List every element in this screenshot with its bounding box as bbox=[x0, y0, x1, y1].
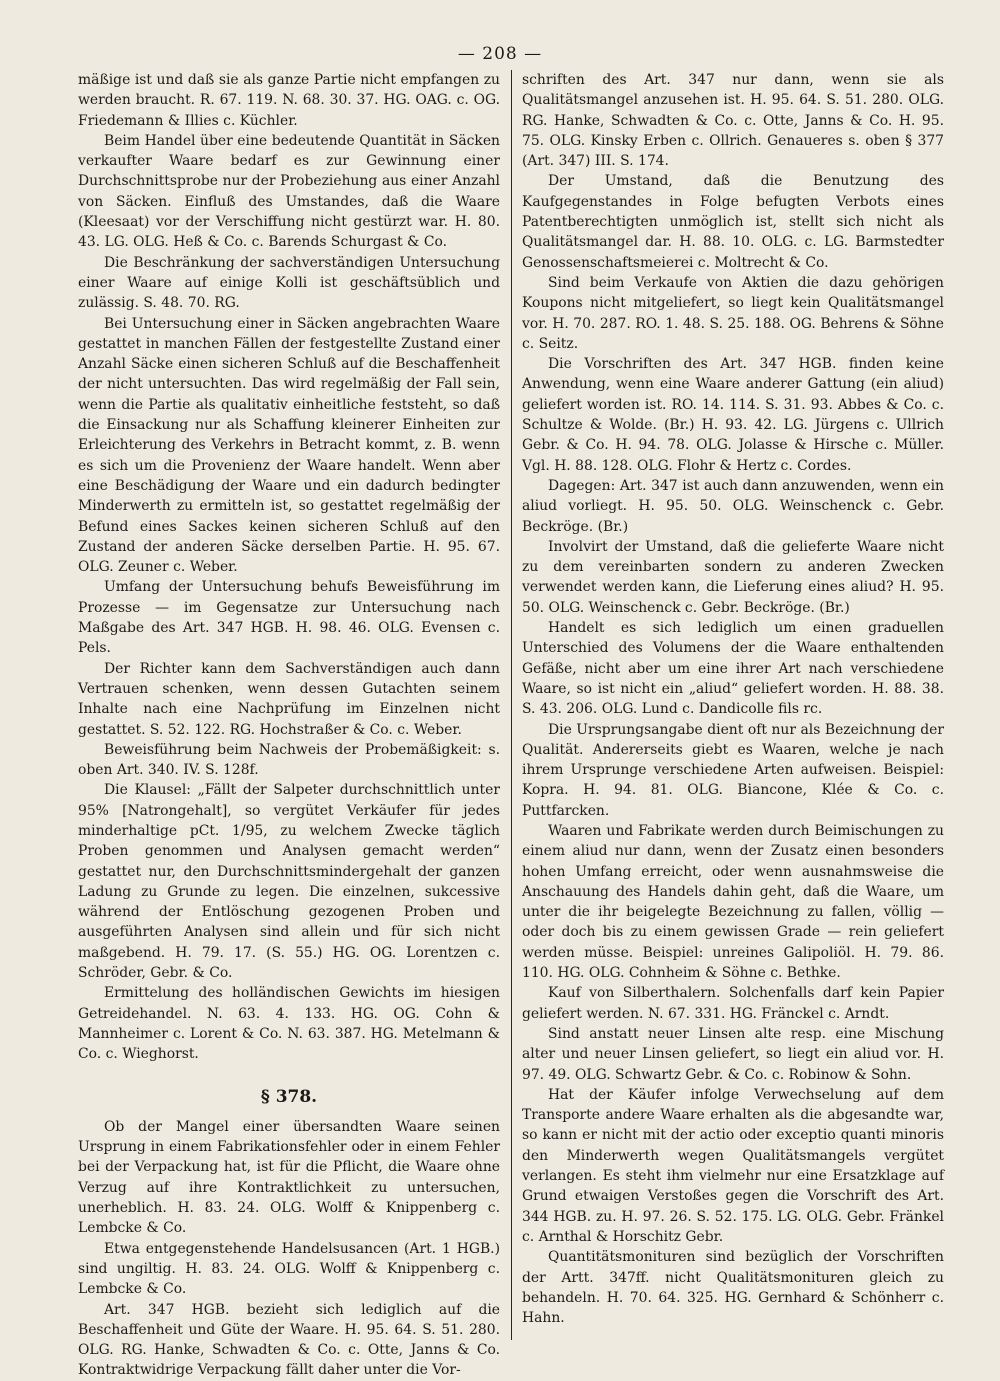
paragraph: Kauf von Silberthalern. Solchenfalls darf kein Papier geliefert werden. N. 67. 331. HG. Fränckel c. Arndt. bbox=[522, 985, 944, 1022]
paragraph: Beim Handel über eine bedeutende Quantität in Säcken verkaufter Waare bedarf es zur Gewinnung einer Durchschnittsprobe nur der Probeziehung aus einer Anzahl von Säcken. Einfluß des Umstandes, daß die Waare (Kleesaat) vor der Verschiffung nicht gestürzt war. H. 80. 43. LG. OLG. Heß & Co. c. Barends Schurgast & Co. bbox=[78, 132, 500, 251]
paragraph: Ob der Mangel einer übersandten Waare seinen Ursprung in einem Fabrikationsfehler oder in einem Fehler bei der Verpackung hat, ist für die Pflicht, die Waare ohne Verzug auf ihre Kontraktlichkeit zu untersuchen, unerheblich. H. 83. 24. OLG. Wolff & Knippenberg c. Lembcke & Co. bbox=[78, 1118, 500, 1237]
paragraph: Hat der Käufer infolge Verwechselung auf dem Transporte andere Waare erhalten als die abgesandte war, so kann er nicht mit der actio oder exceptio quanti minoris den Minderwerth wegen Qualitätsmangels vergütet verlangen. Es steht ihm vielmehr nur eine Ersatzklage auf Grund etwaigen Verstoßes gegen die Vorschrift des Art. 344 HGB. zu. H. 97. 26. S. 52. 175. LG. OLG. Gebr. Fränkel c. Arnthal & Horschitz Gebr. bbox=[522, 1086, 944, 1245]
section-heading: § 378. bbox=[260, 1086, 318, 1107]
paragraph: schriften des Art. 347 nur dann, wenn sie als Qualitätsmangel anzusehen ist. H. 95. 64. S. 51. 280. OLG. RG. Hanke, Schwadten & Co. c. Otte, Janns & Co. H. 95. 75. OLG. Kinsky Erben c. Ollrich. Genaueres s. oben § 377 (Art. 347) III. S. 174. bbox=[522, 72, 944, 170]
left-column bbox=[78, 70, 500, 1379]
paragraph: Etwa entgegenstehende Handelsusancen (Art. 1 HGB.) sind ungiltig. H. 83. 24. OLG. Wolff & Knippenberg c. Lembcke & Co. bbox=[78, 1240, 500, 1298]
paragraph: Waaren und Fabrikate werden durch Beimischungen zu einem aliud nur dann, wenn der Zusatz einen besonders hohen Umfang erreicht, oder wenn ausnahmsweise die Anschauung des Handels dahin geht, daß die Waare, um unter die ihr beigelegte Bezeichnung zu fallen, völlig — oder doch bis zu einem gewissen Grade — rein geliefert werden müsse. Beispiel: unreines Galipoliöl. H. 79. 86. 110. HG. OLG. Cohnheim & Söhne c. Bethke. bbox=[522, 822, 944, 982]
page-number: — 208 — bbox=[457, 44, 543, 64]
paragraph: Sind beim Verkaufe von Aktien die dazu gehörigen Koupons nicht mitgeliefert, so liegt kein Qualitätsmangel vor. H. 70. 287. RO. 1. 48. S. 25. 188. OG. Behrens & Söhne c. Seitz. bbox=[522, 274, 944, 352]
paragraph: Quantitätsmonituren sind bezüglich der Vorschriften der Artt. 347ff. nicht Qualitätsmonituren gleich zu behandeln. H. 70. 64. 325. HG. Gernhard & Schönherr c. Hahn. bbox=[522, 1249, 944, 1327]
paragraph: Beweisführung beim Nachweis der Probemäßigkeit: s. oben Art. 340. IV. S. 128f. bbox=[78, 741, 500, 779]
right-column bbox=[522, 70, 944, 1350]
paragraph: Umfang der Untersuchung behufs Beweisführung im Prozesse — im Gegensatze zur Untersuchung nach Maßgabe des Art. 347 HGB. H. 98. 46. OLG. Evensen c. Pels. bbox=[78, 579, 500, 657]
paragraph: Die Beschränkung der sachverständigen Untersuchung einer Waare auf einige Kolli ist geschäftsüblich und zulässig. S. 48. 70. RG. bbox=[78, 254, 500, 312]
paragraph: Dagegen: Art. 347 ist auch dann anzuwenden, wenn ein aliud vorliegt. H. 95. 50. OLG. Weinschenck c. Gebr. Beckröge. (Br.) bbox=[522, 477, 944, 535]
paragraph: Art. 347 HGB. bezieht sich lediglich auf die Beschaffenheit und Güte der Waare. H. 95. 64. S. 51. 280. OLG. RG. Hanke, Schwadten & Co. c. Otte, Janns & Co. Kontraktwidrige Verpackung fällt daher unter die Vor- bbox=[78, 1301, 500, 1379]
paragraph: Die Ursprungsangabe dient oft nur als Bezeichnung der Qualität. Andererseits giebt es Waaren, welche je nach ihrem Ursprunge verschiedene Arten aufweisen. Beispiel: Kopra. H. 94. 81. OLG. Biancone, Klée & Co. c. Puttfarcken. bbox=[522, 721, 944, 819]
paragraph: Involvirt der Umstand, daß die gelieferte Waare nicht zu dem vereinbarten sondern zu anderen Zwecken verwendet werden kann, die Lieferung eines aliud? H. 95. 50. OLG. Weinschenck c. Gebr. Beckröge. (Br.) bbox=[522, 538, 944, 616]
paragraph: Der Umstand, daß die Benutzung des Kaufgegenstandes in Folge befugten Verbots eines Patentberechtigten unmöglich ist, stellt sich nicht als Qualitätsmangel dar. H. 88. 10. OLG. c. LG. Barmstedter Genossenschaftsmeierei c. Moltrecht & Co. bbox=[522, 173, 944, 271]
paragraph: Die Klausel: „Fällt der Salpeter durchschnittlich unter 95% [Natrongehalt], so vergütet Verkäufer für jedes minderhaltige pCt. 1/95, zu welchem Zwecke täglich Proben genommen und Analysen gemacht werden“ gestattet nur, den Durchschnittsmindergehalt der ganzen Ladung zu Grunde zu legen. Die einzelnen, sukcessive während der Entlöschung gezogenen Proben und ausgeführten Analysen sind allein und für sich nicht maßgebend. H. 79. 17. (S. 55.) HG. OG. Lorentzen c. Schröder, Gebr. & Co. bbox=[78, 782, 500, 982]
paragraph: Ermittelung des holländischen Gewichts im hiesigen Getreidehandel. N. 63. 4. 133. HG. OG. Cohn & Mannheimer c. Lorent & Co. N. 63. 387. HG. Metelmann & Co. c. Wieghorst. bbox=[78, 985, 500, 1063]
paragraph: Sind anstatt neuer Linsen alte resp. eine Mischung alter und neuer Linsen geliefert, so liegt ein aliud vor. H. 97. 49. OLG. Schwartz Gebr. & Co. c. Robinow & Sohn. bbox=[522, 1025, 944, 1083]
paragraph: Der Richter kann dem Sachverständigen auch dann Vertrauen schenken, wenn dessen Gutachten seinem Inhalte nach eine Nachprüfung im Einzelnen nicht gestattet. S. 52. 122. RG. Hochstraßer & Co. c. Weber. bbox=[78, 660, 500, 738]
paragraph: Handelt es sich lediglich um einen graduellen Unterschied des Volumens der die Waare enthaltenden Gefäße, nicht aber um eine ihrer Art nach verschiedene Waare, so ist nicht ein „aliud“ geliefert worden. H. 88. 38. S. 43. 206. OLG. Lund c. Dandicolle fils rc. bbox=[522, 620, 944, 718]
paragraph: Bei Untersuchung einer in Säcken angebrachten Waare gestattet in manchen Fällen der festgestellte Zustand einer Anzahl Säcke einen sicheren Schluß auf die Beschaffenheit der nicht untersuchten. Das wird regelmäßig der Fall sein, wenn die Partie als qualitativ einheitliche feststeht, so daß die Einsackung nur als Schaffung kleinerer Einheiten zur Erleichterung des Verkehrs in Betracht kommt, z. B. wenn es sich um die Provenienz der Waare handelt. Wenn aber eine Beschädigung der Waare und ein dadurch bedingter Minderwerth zu ermitteln ist, so gestattet regelmäßig der Befund eines Sackes keinen sicheren Schluß auf den Zustand der anderen Säcke derselben Partie. H. 95. 67. OLG. Zeuner c. Weber. bbox=[78, 315, 500, 576]
column-divider bbox=[511, 70, 512, 1340]
paragraph: mäßige ist und daß sie als ganze Partie nicht empfangen zu werden braucht. R. 67. 119. N. 68. 30. 37. HG. OAG. c. OG. Friedemann & Illies c. Küchler. bbox=[78, 72, 500, 129]
paragraph: Die Vorschriften des Art. 347 HGB. finden keine Anwendung, wenn eine Waare anderer Gattung (ein aliud) geliefert worden ist. RO. 14. 114. S. 31. 93. Abbes & Co. c. Schultze & Wolde. (Br.) H. 93. 42. LG. Jürgens c. Ullrich Gebr. & Co. H. 94. 78. OLG. Jolasse & Hirsche c. Müller. Vgl. H. 88. 128. OLG. Flohr & Hertz c. Cordes. bbox=[522, 356, 944, 474]
